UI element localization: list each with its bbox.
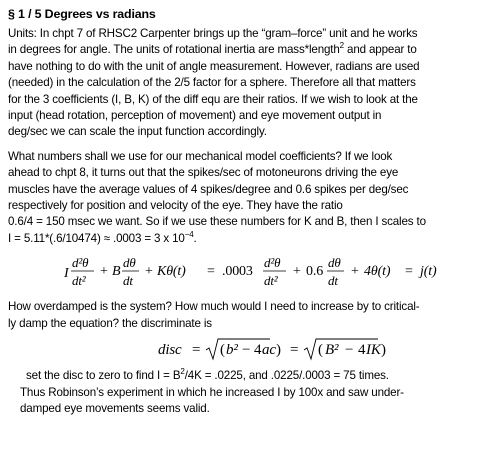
num-I: .0003 [222, 264, 253, 280]
coef-B: B [112, 264, 121, 280]
paren-close: ) [381, 342, 386, 359]
paragraph-conclusion [8, 368, 486, 417]
text-line: Units: In chpt 7 of RHSC2 Carpenter brings up the “gram–force” unit and he works [8, 27, 418, 40]
minus-sign: − [242, 342, 251, 359]
rhs-input: j(t) [420, 264, 437, 280]
paren-close: ) [276, 342, 281, 359]
text-line: 0.6/4 = 150 msec we want. So if we use these numbers for K and B, then I scales to [8, 215, 426, 229]
equals-sign: = [405, 264, 413, 280]
frac-denominator: dt² [72, 273, 86, 289]
document-page [8, 5, 486, 417]
text-line: ly damp the equation? the discriminate is [8, 316, 212, 330]
frac-denominator: dt [123, 273, 133, 289]
paren-open: ( [220, 342, 225, 359]
text-line: How overdamped is the system? How much would I need to increase by to critical- [8, 300, 420, 314]
ac-term: ac [262, 342, 276, 359]
text-line: in degrees for angle. The units of rotational inertia are mass*length$^2$ and appear to [8, 41, 417, 57]
frac-numerator: dθ [328, 255, 341, 271]
num-K: 4θ(t) [364, 264, 391, 280]
k-term: Kθ(t) [157, 264, 186, 280]
text-line: input (head rotation, perception of movement) and eye movement output in [8, 109, 382, 123]
four: 4 [254, 342, 262, 359]
IK-term: IK [366, 342, 381, 359]
section-title: § 1 / 5 Degrees vs radians [8, 7, 156, 21]
equation-discriminant-graphic [8, 332, 486, 366]
b-squared: b² [226, 342, 238, 359]
text-line: set the disc to zero to find $I = B^2/4K = .0225$, and .0225/.0003 = 75 times. [26, 367, 389, 383]
frac-denominator: dt [328, 273, 338, 289]
equation-motion-graphic [8, 247, 486, 297]
coef-I: I [64, 266, 69, 282]
frac-denominator: dt² [264, 273, 278, 289]
equation-discriminant [8, 332, 486, 366]
num-B: 0.6 [306, 264, 324, 280]
text-line: muscles have the average values of 4 spikes/degree and 0.6 spikes per deg/sec [8, 182, 409, 196]
plus-sign: + [145, 264, 153, 280]
text-line: respectively for position and velocity of the eye. They have the ratio [8, 199, 343, 213]
frac-numerator: dθ [123, 255, 136, 271]
text-line: damped eye movements seems valid. [20, 401, 210, 415]
text-line: Thus Robinson’s experiment in which he increased I by 100x and saw under- [20, 385, 404, 399]
equation-motion [8, 247, 486, 297]
disc-label: disc [158, 342, 182, 359]
plus-sign: + [100, 264, 108, 280]
paragraph-overdamped [8, 299, 486, 332]
equals-sign: = [207, 264, 215, 280]
minus-sign: − [345, 342, 354, 359]
text-line: (needed) in the calculation of the 2/5 factor for a sphere. Therefore all that matters [8, 76, 416, 90]
text-line: ahead to chpt 8, it turns out that the spikes/sec of motoneurons driving the eye [8, 166, 399, 180]
paragraph-coefficients [8, 149, 486, 247]
text-line: for the 3 coefficients (I, B, K) of the diff equ are their ratios. If we wish to look at the [8, 92, 418, 106]
text-line: What numbers shall we use for our mechanical model coefficients? If we look [8, 149, 393, 163]
paren-open: ( [318, 342, 323, 359]
B-squared: B² [325, 342, 339, 359]
text-line: have nothing to do with the unit of angle measurement. However, radians are used [8, 59, 420, 73]
text-line: I = 5.11*(.6/10474) ≈ .0003 = 3 x $10^{-4}$. [8, 230, 197, 245]
text-line: deg/sec we can scale the input function accordingly. [8, 125, 267, 139]
plus-sign: + [293, 264, 301, 280]
equals-sign: = [290, 342, 299, 359]
frac-numerator: d²θ [72, 255, 89, 271]
equals-sign: = [192, 342, 201, 359]
four: 4 [358, 342, 366, 359]
paragraph-units [8, 26, 486, 141]
plus-sign: + [351, 264, 359, 280]
frac-numerator: d²θ [264, 255, 281, 271]
